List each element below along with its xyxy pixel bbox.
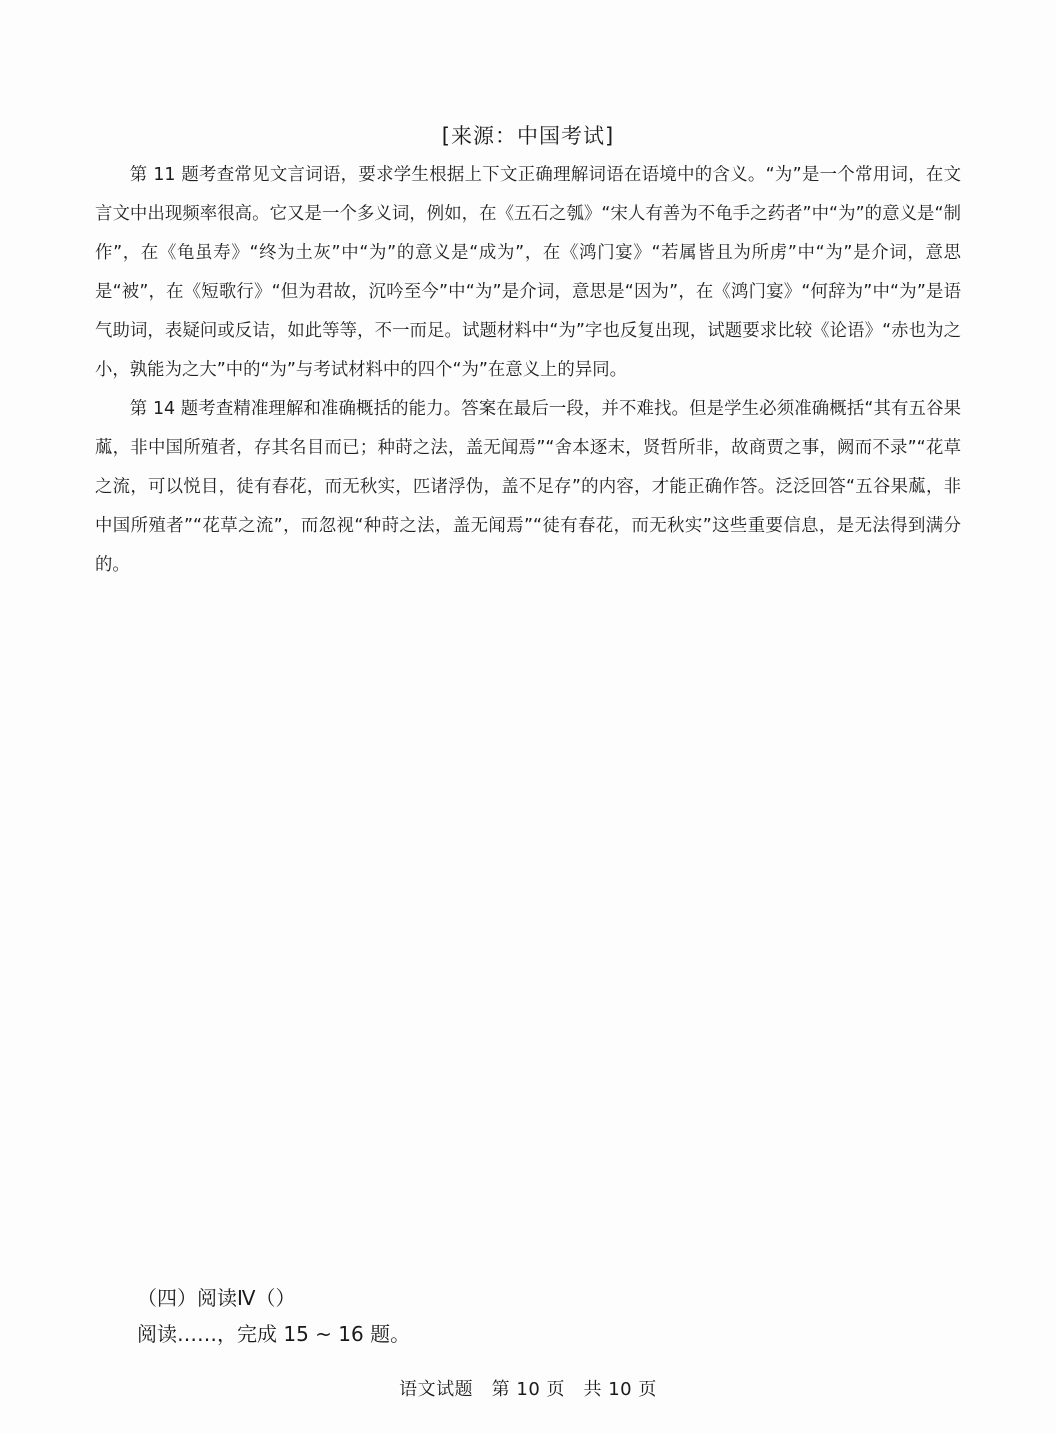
section-instruction: 阅读……，完成 15 ~ 16 题。 [137, 1322, 411, 1346]
section-heading: （四）阅读Ⅳ（） [137, 1286, 296, 1310]
source-line: [来源：中国考试] [441, 124, 615, 148]
page-footer: 语文试题 第 10 页 共 10 页 [399, 1379, 657, 1400]
answer-analysis [95, 156, 961, 585]
paragraph-question-11: 第 11 题考查常见文言词语，要求学生根据上下文正确理解词语在语境中的含义。“为”是一个常用词，在文言文中出现频率很高。它又是一个多义词，例如，在《五石之瓠》“宋人有善为不龟手之药者”中“为”的意义是“制作”，在《龟虽寿》“终为土灰”中“为”的意义是“成为”，在《鸿门宴》“若属皆且为所虏”中“为”是介词，意思是“被”，在《短歌行》“但为君故，沉吟至今”中“为”是介词，意思是“因为”，在《鸿门宴》“何辞为”中“为”是语气助词，表疑问或反诘，如此等等，不一而足。试题材料中“为”字也反复出现，试题要求比较《论语》“赤也为之小，孰能为之大”中的“为”与考试材料中的四个“为”在意义上的异同。 [95, 165, 961, 380]
paragraph-question-14: 第 14 题考查精准理解和准确概括的能力。答案在最后一段，并不难找。但是学生必须准确概括“其有五谷果蓏，非中国所殖者，存其名目而已；种莳之法，盖无闻焉”“舍本逐末，贤哲所非，故商贾之事，阙而不录”“花草之流，可以悦目，徒有春花，而无秋实，匹诸浮伪，盖不足存”的内容，才能正确作答。泛泛回答“五谷果蓏，非中国所殖者”“花草之流”，而忽视“种莳之法，盖无闻焉”“徒有春花，而无秋实”这些重要信息，是无法得到满分的。 [95, 399, 961, 575]
